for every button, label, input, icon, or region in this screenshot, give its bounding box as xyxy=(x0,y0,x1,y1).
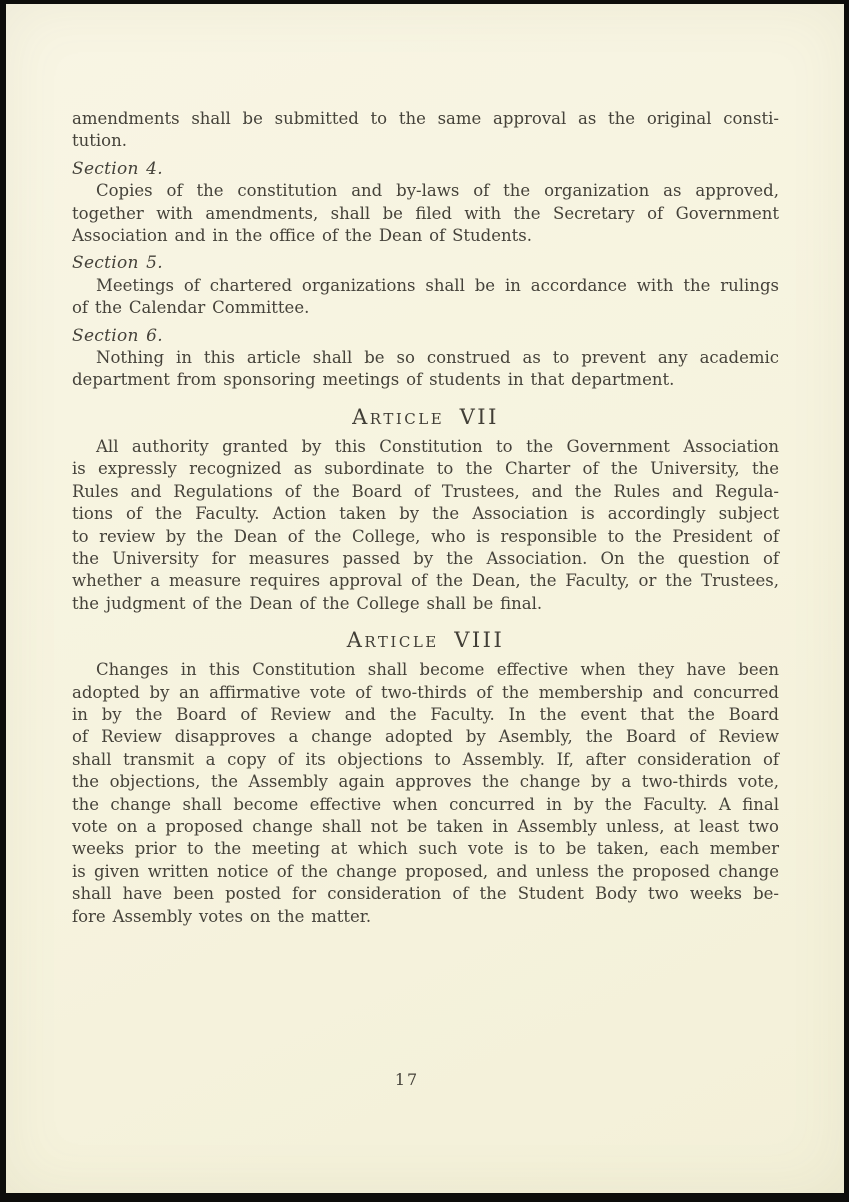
text-line: to review by the Dean of the College, who is responsible to the President of xyxy=(72,526,779,546)
section-6 xyxy=(72,325,779,392)
article-7 xyxy=(72,404,779,615)
text-line: All authority granted by this Constitution to the Government Association xyxy=(96,436,779,456)
text-line: the objections, the Assembly again approves the change by a two-thirds vote, xyxy=(72,772,779,792)
text-line: together with amendments, shall be filed with the Secretary of Government xyxy=(72,203,779,223)
article-heading: Article VII xyxy=(352,404,499,429)
text-line: is given written notice of the change proposed, and unless the proposed change xyxy=(72,861,779,881)
text-line: of the Calendar Committee. xyxy=(72,298,310,318)
article-heading: Article VIII xyxy=(346,628,505,653)
text-line: tution. xyxy=(72,131,127,151)
section-heading: Section 4. xyxy=(72,158,163,179)
page-number: 17 xyxy=(394,1070,420,1089)
section-heading: Section 6. xyxy=(72,325,163,346)
section-5 xyxy=(72,252,779,319)
text-line: Association and in the office of the Dean of Students. xyxy=(72,226,532,246)
section-paragraph xyxy=(72,275,779,320)
text-line: of Review disapproves a change adopted by Asembly, the Board of Review xyxy=(72,727,779,747)
document-page xyxy=(6,4,844,1193)
section-paragraph xyxy=(72,180,779,247)
paragraph-continuation xyxy=(72,108,779,153)
text-line: whether a measure requires approval of the Dean, the Faculty, or the Trustees, xyxy=(72,571,779,591)
text-line: in by the Board of Review and the Faculty. In the event that the Board xyxy=(72,704,779,724)
article-paragraph xyxy=(72,436,779,615)
text-line: adopted by an affirmative vote of two-thirds of the membership and concurred xyxy=(72,682,779,702)
text-line: the University for measures passed by the Association. On the question of xyxy=(72,548,779,568)
text-line: the judgment of the Dean of the College shall be final. xyxy=(72,593,543,613)
text-line: the change shall become effective when concurred in by the Faculty. A final xyxy=(72,794,779,814)
section-4 xyxy=(72,158,779,248)
text-line: shall transmit a copy of its objections to Assembly. If, after consideration of xyxy=(72,749,779,769)
section-heading: Section 5. xyxy=(72,253,163,274)
article-paragraph xyxy=(72,659,779,928)
text-line: amendments shall be submitted to the same approval as the original consti- xyxy=(72,109,779,128)
text-line: Rules and Regulations of the Board of Trustees, and the Rules and Regula- xyxy=(72,481,779,501)
text-line: Nothing in this article shall be so construed as to prevent any academic xyxy=(96,348,779,368)
text-line: department from sponsoring meetings of students in that department. xyxy=(72,370,675,390)
section-paragraph xyxy=(72,347,779,392)
text-line: vote on a proposed change shall not be taken in Assembly unless, at least two xyxy=(72,816,779,836)
text-line: weeks prior to the meeting at which such vote is to be taken, each member xyxy=(72,839,779,859)
text-line: tions of the Faculty. Action taken by the Association is accordingly subject xyxy=(72,504,779,524)
text-line: Changes in this Constitution shall become effective when they have been xyxy=(96,660,779,680)
text-line: Copies of the constitution and by-laws of the organization as approved, xyxy=(96,181,779,201)
text-line: is expressly recognized as subordinate to the Charter of the University, the xyxy=(72,459,779,479)
article-8 xyxy=(72,627,779,928)
text-line: Meetings of chartered organizations shall be in accordance with the rulings xyxy=(96,275,779,295)
text-block xyxy=(72,108,779,928)
text-line: shall have been posted for consideration of the Student Body two weeks be- xyxy=(72,884,779,904)
text-line: fore Assembly votes on the matter. xyxy=(72,906,372,926)
